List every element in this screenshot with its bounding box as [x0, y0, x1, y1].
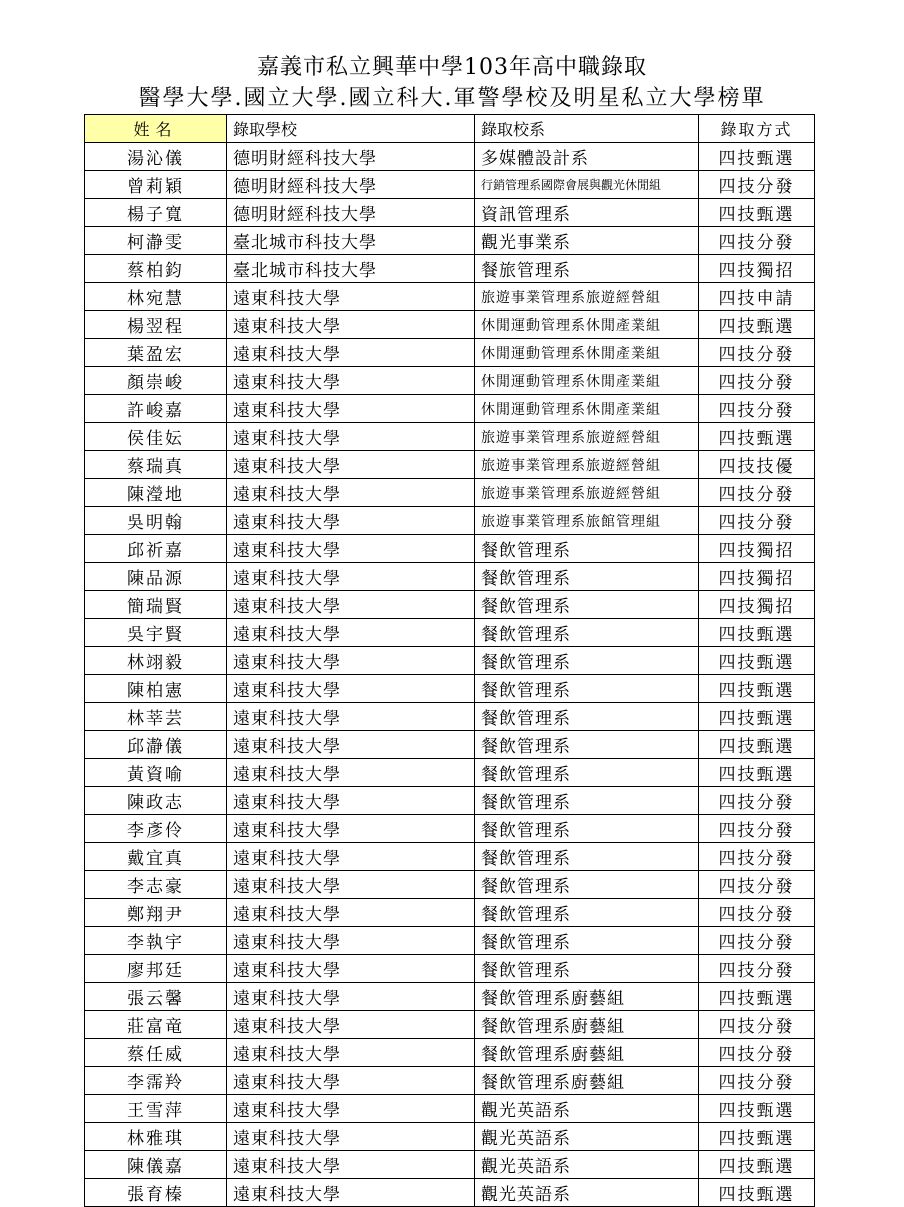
student-name-cell: 林宛慧 — [85, 283, 227, 311]
method-cell: 四技甄選 — [699, 703, 815, 731]
table-row — [85, 1151, 815, 1179]
department-cell: 餐飲管理系 — [475, 731, 699, 759]
method-cell: 四技甄選 — [699, 311, 815, 339]
method-cell: 四技甄選 — [699, 759, 815, 787]
method-cell: 四技分發 — [699, 1039, 815, 1067]
table-row — [85, 731, 815, 759]
department-cell: 餐飲管理系廚藝組 — [475, 983, 699, 1011]
method-cell: 四技甄選 — [699, 647, 815, 675]
school-cell: 德明財經科技大學 — [227, 143, 475, 171]
table-row — [85, 703, 815, 731]
method-cell: 四技申請 — [699, 283, 815, 311]
student-name-cell: 許峻嘉 — [85, 395, 227, 423]
department-cell: 行銷管理系國際會展與觀光休閒組 — [475, 171, 699, 199]
department-cell: 觀光英語系 — [475, 1123, 699, 1151]
table-row — [85, 1011, 815, 1039]
department-cell: 旅遊事業管理系旅遊經營組 — [475, 479, 699, 507]
method-cell: 四技分發 — [699, 395, 815, 423]
method-cell: 四技獨招 — [699, 535, 815, 563]
student-name-cell: 楊翌程 — [85, 311, 227, 339]
school-cell: 遠東科技大學 — [227, 759, 475, 787]
department-cell: 餐飲管理系 — [475, 843, 699, 871]
method-cell: 四技甄選 — [699, 1123, 815, 1151]
school-cell: 遠東科技大學 — [227, 647, 475, 675]
department-cell: 多媒體設計系 — [475, 143, 699, 171]
method-cell: 四技分發 — [699, 171, 815, 199]
table-row — [85, 843, 815, 871]
student-name-cell: 張育榛 — [85, 1179, 227, 1207]
school-cell: 臺北城市科技大學 — [227, 255, 475, 283]
table-row — [85, 255, 815, 283]
table-row — [85, 1179, 815, 1207]
school-cell: 遠東科技大學 — [227, 1151, 475, 1179]
student-name-cell: 邱瀞儀 — [85, 731, 227, 759]
student-name-cell: 葉盈宏 — [85, 339, 227, 367]
school-cell: 遠東科技大學 — [227, 871, 475, 899]
method-cell: 四技甄選 — [699, 731, 815, 759]
method-cell: 四技甄選 — [699, 199, 815, 227]
table-row — [85, 143, 815, 171]
school-cell: 遠東科技大學 — [227, 423, 475, 451]
student-name-cell: 李執宇 — [85, 927, 227, 955]
department-cell: 餐飲管理系 — [475, 675, 699, 703]
department-cell: 餐飲管理系 — [475, 535, 699, 563]
department-cell: 餐飲管理系 — [475, 703, 699, 731]
student-name-cell: 蔡柏鈞 — [85, 255, 227, 283]
school-cell: 臺北城市科技大學 — [227, 227, 475, 255]
method-cell: 四技分發 — [699, 899, 815, 927]
method-cell: 四技甄選 — [699, 1095, 815, 1123]
department-cell: 休閒運動管理系休閒產業組 — [475, 367, 699, 395]
table-row — [85, 171, 815, 199]
student-name-cell: 陳瀅地 — [85, 479, 227, 507]
document-subtitle: 醫學大學.國立大學.國立科大.軍警學校及明星私立大學榜單 — [138, 86, 766, 111]
student-name-cell: 黃資喻 — [85, 759, 227, 787]
method-cell: 四技獨招 — [699, 563, 815, 591]
student-name-cell: 林莘芸 — [85, 703, 227, 731]
student-name-cell: 鄭翔尹 — [85, 899, 227, 927]
student-name-cell: 蔡瑞真 — [85, 451, 227, 479]
student-name-cell: 曾莉穎 — [85, 171, 227, 199]
school-cell: 遠東科技大學 — [227, 927, 475, 955]
department-cell: 餐旅管理系 — [475, 255, 699, 283]
method-cell: 四技甄選 — [699, 143, 815, 171]
table-row — [85, 1039, 815, 1067]
method-cell: 四技分發 — [699, 479, 815, 507]
school-cell: 德明財經科技大學 — [227, 199, 475, 227]
table-row — [85, 871, 815, 899]
student-name-cell: 林雅琪 — [85, 1123, 227, 1151]
student-name-cell: 李彥伶 — [85, 815, 227, 843]
table-row — [85, 1095, 815, 1123]
table-row — [85, 479, 815, 507]
student-name-cell: 戴宜真 — [85, 843, 227, 871]
table-row — [85, 675, 815, 703]
student-name-cell: 陳儀嘉 — [85, 1151, 227, 1179]
table-row — [85, 647, 815, 675]
school-cell: 遠東科技大學 — [227, 1067, 475, 1095]
department-cell: 餐飲管理系 — [475, 563, 699, 591]
school-cell: 遠東科技大學 — [227, 1123, 475, 1151]
school-cell: 遠東科技大學 — [227, 283, 475, 311]
table-row — [85, 563, 815, 591]
school-cell: 遠東科技大學 — [227, 339, 475, 367]
school-cell: 遠東科技大學 — [227, 395, 475, 423]
department-cell: 休閒運動管理系休閒產業組 — [475, 311, 699, 339]
student-name-cell: 邱祈嘉 — [85, 535, 227, 563]
department-cell: 餐飲管理系廚藝組 — [475, 1039, 699, 1067]
student-name-cell: 陳柏憲 — [85, 675, 227, 703]
student-name-cell: 王雪萍 — [85, 1095, 227, 1123]
department-cell: 餐飲管理系廚藝組 — [475, 1011, 699, 1039]
document-title: 嘉義市私立興華中學103年高中職錄取 — [257, 55, 647, 80]
student-name-cell: 顏崇峻 — [85, 367, 227, 395]
school-cell: 遠東科技大學 — [227, 479, 475, 507]
table-row — [85, 759, 815, 787]
department-cell: 旅遊事業管理系旅館管理組 — [475, 507, 699, 535]
student-name-cell: 李霈羚 — [85, 1067, 227, 1095]
header-department: 錄取校系 — [475, 115, 699, 143]
table-row — [85, 591, 815, 619]
student-name-cell: 陳品源 — [85, 563, 227, 591]
department-cell: 餐飲管理系廚藝組 — [475, 1067, 699, 1095]
school-cell: 遠東科技大學 — [227, 507, 475, 535]
table-row — [85, 311, 815, 339]
table-row — [85, 423, 815, 451]
department-cell: 觀光英語系 — [475, 1179, 699, 1207]
method-cell: 四技分發 — [699, 955, 815, 983]
school-cell: 遠東科技大學 — [227, 1179, 475, 1207]
school-cell: 遠東科技大學 — [227, 311, 475, 339]
school-cell: 遠東科技大學 — [227, 1011, 475, 1039]
school-cell: 遠東科技大學 — [227, 591, 475, 619]
department-cell: 旅遊事業管理系旅遊經營組 — [475, 451, 699, 479]
method-cell: 四技分發 — [699, 871, 815, 899]
header-name: 姓名 — [85, 115, 227, 143]
method-cell: 四技甄選 — [699, 1179, 815, 1207]
method-cell: 四技獨招 — [699, 255, 815, 283]
department-cell: 資訊管理系 — [475, 199, 699, 227]
table-row — [85, 339, 815, 367]
method-cell: 四技甄選 — [699, 423, 815, 451]
table-row — [85, 927, 815, 955]
school-cell: 遠東科技大學 — [227, 787, 475, 815]
student-name-cell: 陳政志 — [85, 787, 227, 815]
department-cell: 休閒運動管理系休閒產業組 — [475, 395, 699, 423]
school-cell: 遠東科技大學 — [227, 535, 475, 563]
method-cell: 四技分發 — [699, 1011, 815, 1039]
student-name-cell: 吳宇賢 — [85, 619, 227, 647]
department-cell: 餐飲管理系 — [475, 647, 699, 675]
header-school: 錄取學校 — [227, 115, 475, 143]
student-name-cell: 簡瑞賢 — [85, 591, 227, 619]
method-cell: 四技分發 — [699, 1067, 815, 1095]
department-cell: 餐飲管理系 — [475, 619, 699, 647]
student-name-cell: 林翊毅 — [85, 647, 227, 675]
department-cell: 觀光英語系 — [475, 1151, 699, 1179]
admission-table — [84, 114, 815, 1207]
method-cell: 四技分發 — [699, 507, 815, 535]
table-row — [85, 787, 815, 815]
department-cell: 餐飲管理系 — [475, 815, 699, 843]
method-cell: 四技甄選 — [699, 983, 815, 1011]
department-cell: 餐飲管理系 — [475, 871, 699, 899]
department-cell: 餐飲管理系 — [475, 927, 699, 955]
student-name-cell: 柯瀞雯 — [85, 227, 227, 255]
student-name-cell: 廖邦廷 — [85, 955, 227, 983]
method-cell: 四技分發 — [699, 815, 815, 843]
school-cell: 遠東科技大學 — [227, 1095, 475, 1123]
method-cell: 四技分發 — [699, 843, 815, 871]
school-cell: 遠東科技大學 — [227, 563, 475, 591]
student-name-cell: 侯佳妘 — [85, 423, 227, 451]
method-cell: 四技分發 — [699, 787, 815, 815]
department-cell: 旅遊事業管理系旅遊經營組 — [475, 423, 699, 451]
method-cell: 四技技優 — [699, 451, 815, 479]
table-row — [85, 899, 815, 927]
school-cell: 遠東科技大學 — [227, 955, 475, 983]
table-row — [85, 955, 815, 983]
table-header-row — [85, 115, 815, 143]
table-row — [85, 367, 815, 395]
table-row — [85, 1123, 815, 1151]
school-cell: 遠東科技大學 — [227, 675, 475, 703]
student-name-cell: 湯沁儀 — [85, 143, 227, 171]
method-cell: 四技甄選 — [699, 619, 815, 647]
table-row — [85, 1067, 815, 1095]
school-cell: 遠東科技大學 — [227, 451, 475, 479]
school-cell: 遠東科技大學 — [227, 367, 475, 395]
method-cell: 四技獨招 — [699, 591, 815, 619]
method-cell: 四技分發 — [699, 367, 815, 395]
method-cell: 四技分發 — [699, 339, 815, 367]
student-name-cell: 莊富竜 — [85, 1011, 227, 1039]
table-row — [85, 395, 815, 423]
table-row — [85, 815, 815, 843]
method-cell: 四技甄選 — [699, 675, 815, 703]
student-name-cell: 蔡任威 — [85, 1039, 227, 1067]
header-method: 錄取方式 — [699, 115, 815, 143]
department-cell: 餐飲管理系 — [475, 899, 699, 927]
table-row — [85, 507, 815, 535]
table-row — [85, 619, 815, 647]
method-cell: 四技分發 — [699, 227, 815, 255]
department-cell: 旅遊事業管理系旅遊經營組 — [475, 283, 699, 311]
school-cell: 遠東科技大學 — [227, 703, 475, 731]
table-row — [85, 227, 815, 255]
department-cell: 餐飲管理系 — [475, 955, 699, 983]
table-row — [85, 199, 815, 227]
table-row — [85, 451, 815, 479]
school-cell: 遠東科技大學 — [227, 899, 475, 927]
table-row — [85, 535, 815, 563]
table-body — [85, 143, 815, 1207]
school-cell: 遠東科技大學 — [227, 1039, 475, 1067]
school-cell: 遠東科技大學 — [227, 619, 475, 647]
school-cell: 遠東科技大學 — [227, 983, 475, 1011]
department-cell: 餐飲管理系 — [475, 787, 699, 815]
department-cell: 休閒運動管理系休閒產業組 — [475, 339, 699, 367]
school-cell: 德明財經科技大學 — [227, 171, 475, 199]
school-cell: 遠東科技大學 — [227, 843, 475, 871]
student-name-cell: 吳明翰 — [85, 507, 227, 535]
department-cell: 觀光英語系 — [475, 1095, 699, 1123]
table-row — [85, 983, 815, 1011]
method-cell: 四技甄選 — [699, 1151, 815, 1179]
table-row — [85, 283, 815, 311]
department-cell: 餐飲管理系 — [475, 591, 699, 619]
department-cell: 餐飲管理系 — [475, 759, 699, 787]
department-cell: 觀光事業系 — [475, 227, 699, 255]
school-cell: 遠東科技大學 — [227, 731, 475, 759]
student-name-cell: 李志豪 — [85, 871, 227, 899]
student-name-cell: 張云馨 — [85, 983, 227, 1011]
school-cell: 遠東科技大學 — [227, 815, 475, 843]
student-name-cell: 楊子寬 — [85, 199, 227, 227]
method-cell: 四技分發 — [699, 927, 815, 955]
